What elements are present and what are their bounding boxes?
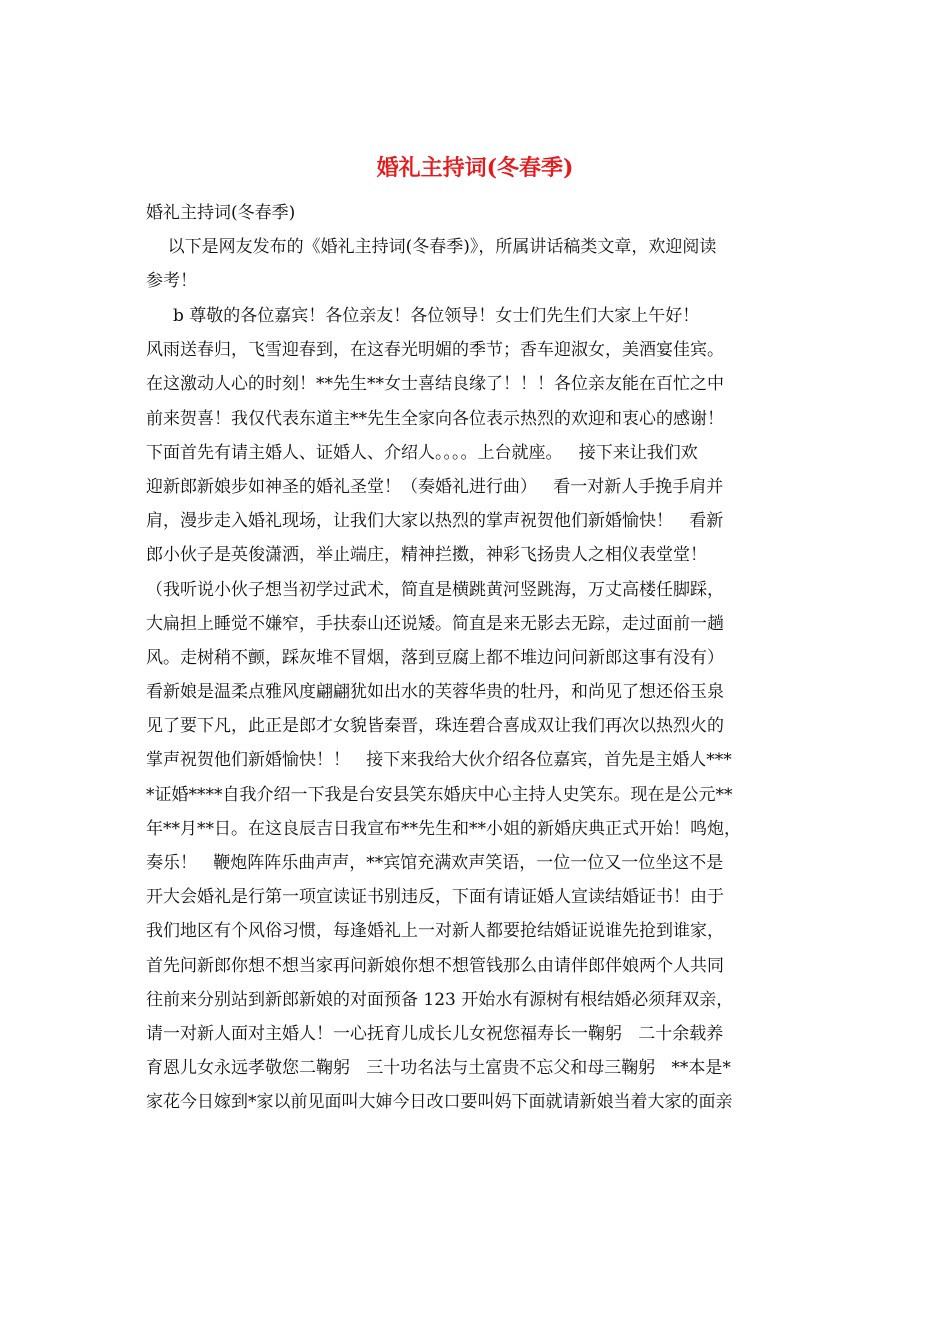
text-line: 首先问新郎你想不想当家再问新娘你想不想管钱那么由请伴郎伴娘两个人共同 [146,955,724,976]
text-line: b 尊敬的各位嘉宾！各位亲友！各位领导！女士们先生们大家上午好！ [146,306,700,326]
text-line: 育恩儿女永远孝敬您二鞠躬 三十功名法与土富贵不忘父和母三鞠躬 **本是* [146,1058,731,1079]
text-line: 风。走树稍不颤，踩灰堆不冒烟，落到豆腐上都不堆边问问新郎这事有没有） [146,647,724,668]
text-line: 在这激动人心的时刻！**先生**女士喜结良缘了！！！各位亲友能在百忙之中 [146,374,724,395]
text-line: 风雨送春归，飞雪迎春到，在这春光明媚的季节；香车迎淑女，美酒宴佳宾。 [146,340,724,361]
text-line: *证婚****自我介绍一下我是台安县笑东婚庆中心主持人史笑东。现在是公元** [146,784,733,805]
text-line: 大扁担上睡觉不嫌窄，手扶泰山还说矮。简直是来无影去无踪，走过面前一趟 [146,613,724,634]
text-line: 我们地区有个风俗习惯，每逢婚礼上一对新人都要抢结婚证说谁先抢到谁家， [146,921,724,942]
text-line: 郎小伙子是英俊潇洒，举止端庄，精神拦擞，神彩飞扬贵人之相仪表堂堂！ [146,545,707,566]
text-line: 年**月**日。在这良辰吉日我宣布**先生和**小姐的新婚庆典正式开始！鸣炮， [146,818,741,839]
text-line: 迎新郎新娘步如神圣的婚礼圣堂！（奏婚礼进行曲） 看一对新人手挽手肩并 [146,476,724,497]
text-line: 请一对新人面对主婚人！一心抚育儿成长儿女祝您福寿长一鞠躬 二十余载养 [146,1023,724,1044]
text-line: 见了要下凡，此正是郎才女貌皆秦晋，珠连碧合喜成双让我们再次以热烈火的 [146,716,724,737]
text-line: 看新娘是温柔点雅风度翩翩犹如出水的芙蓉华贵的牡丹，和尚见了想还俗玉泉 [146,682,724,703]
intro-paragraph [146,230,806,298]
document-title: 婚礼主持词(冬春季) [376,155,574,181]
text-line: （我听说小伙子想当初学过武术，简直是横跳黄河竖跳海，万丈高楼任脚踩， [146,579,724,600]
text-line: 下面首先有请主婚人、证婚人、介绍人。。。。上台就座。 接下来让我们欢 [146,442,698,463]
text-line: 家花今日嫁到*家以前见面叫大婶今日改口要叫妈下面就请新娘当着大家的面亲 [146,1092,733,1113]
text-line: 开大会婚礼是行第一项宣读证书别违反，下面有请证婚人宣读结婚证书！由于 [146,887,724,908]
body-paragraph [146,299,806,1120]
text-line: 前来贺喜！我仅代表东道主**先生全家向各位表示热烈的欢迎和衷心的感谢！ [146,408,724,429]
text-line: 往前来分别站到新郎新娘的对面预备 123 开始水有源树有根结婚必须拜双亲， [146,989,734,1010]
text-line: 肩，漫步走入婚礼现场，让我们大家以热烈的掌声祝贺他们新婚愉快！ 看新 [146,511,724,532]
text-line: 奏乐！ 鞭炮阵阵乐曲声声，**宾馆充满欢声笑语，一位一位又一位坐这不是 [146,853,724,873]
document-subtitle: 婚礼主持词(冬春季) [146,203,296,223]
text-line: 以下是网友发布的《婚礼主持词(冬春季)》，所属讲话稿类文章，欢迎阅读 [146,237,717,257]
text-line: 参考！ [146,271,197,292]
text-line: 掌声祝贺他们新婚愉快！！ 接下来我给大伙介绍各位嘉宾，首先是主婚人*** [146,750,732,771]
